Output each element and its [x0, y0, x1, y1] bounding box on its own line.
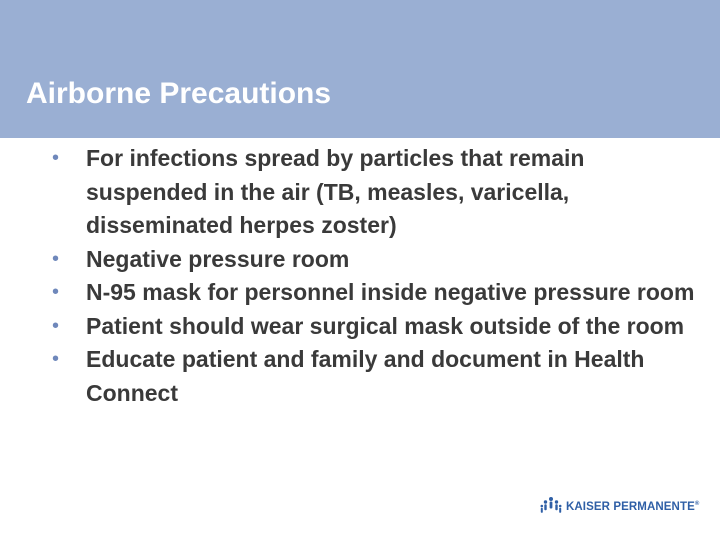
bullet-text: Patient should wear surgical mask outside of the room	[86, 312, 685, 339]
bullet-text: For infections spread by particles that remain suspended in the air (TB, measles, varicella, disseminated herpes zoster)	[86, 145, 585, 238]
bullet-item	[52, 343, 702, 410]
bullet-item	[52, 243, 702, 277]
bullet-icon: •	[52, 348, 60, 370]
bullet-item	[52, 310, 702, 344]
bullet-item	[52, 142, 702, 243]
bullet-icon: •	[52, 281, 60, 303]
kaiser-permanente-logo	[540, 496, 699, 518]
kaiser-people-icon	[540, 496, 562, 518]
bullet-list	[52, 142, 702, 410]
bullet-text: N-95 mask for personnel inside negative pressure room	[86, 279, 695, 305]
bullet-icon: •	[52, 147, 60, 169]
logo-text	[566, 501, 699, 513]
logo-registered-mark: ®	[694, 501, 700, 508]
slide-title: Airborne Precautions	[26, 77, 332, 110]
header-band	[0, 0, 720, 138]
logo-name: KAISER PERMANENTE	[566, 501, 695, 513]
bullet-item	[52, 276, 702, 310]
bullet-icon: •	[52, 247, 60, 270]
bullet-icon: •	[52, 314, 60, 337]
bullet-text: Negative pressure room	[86, 245, 350, 272]
bullet-text: Educate patient and family and document in Health Connect	[86, 346, 645, 406]
